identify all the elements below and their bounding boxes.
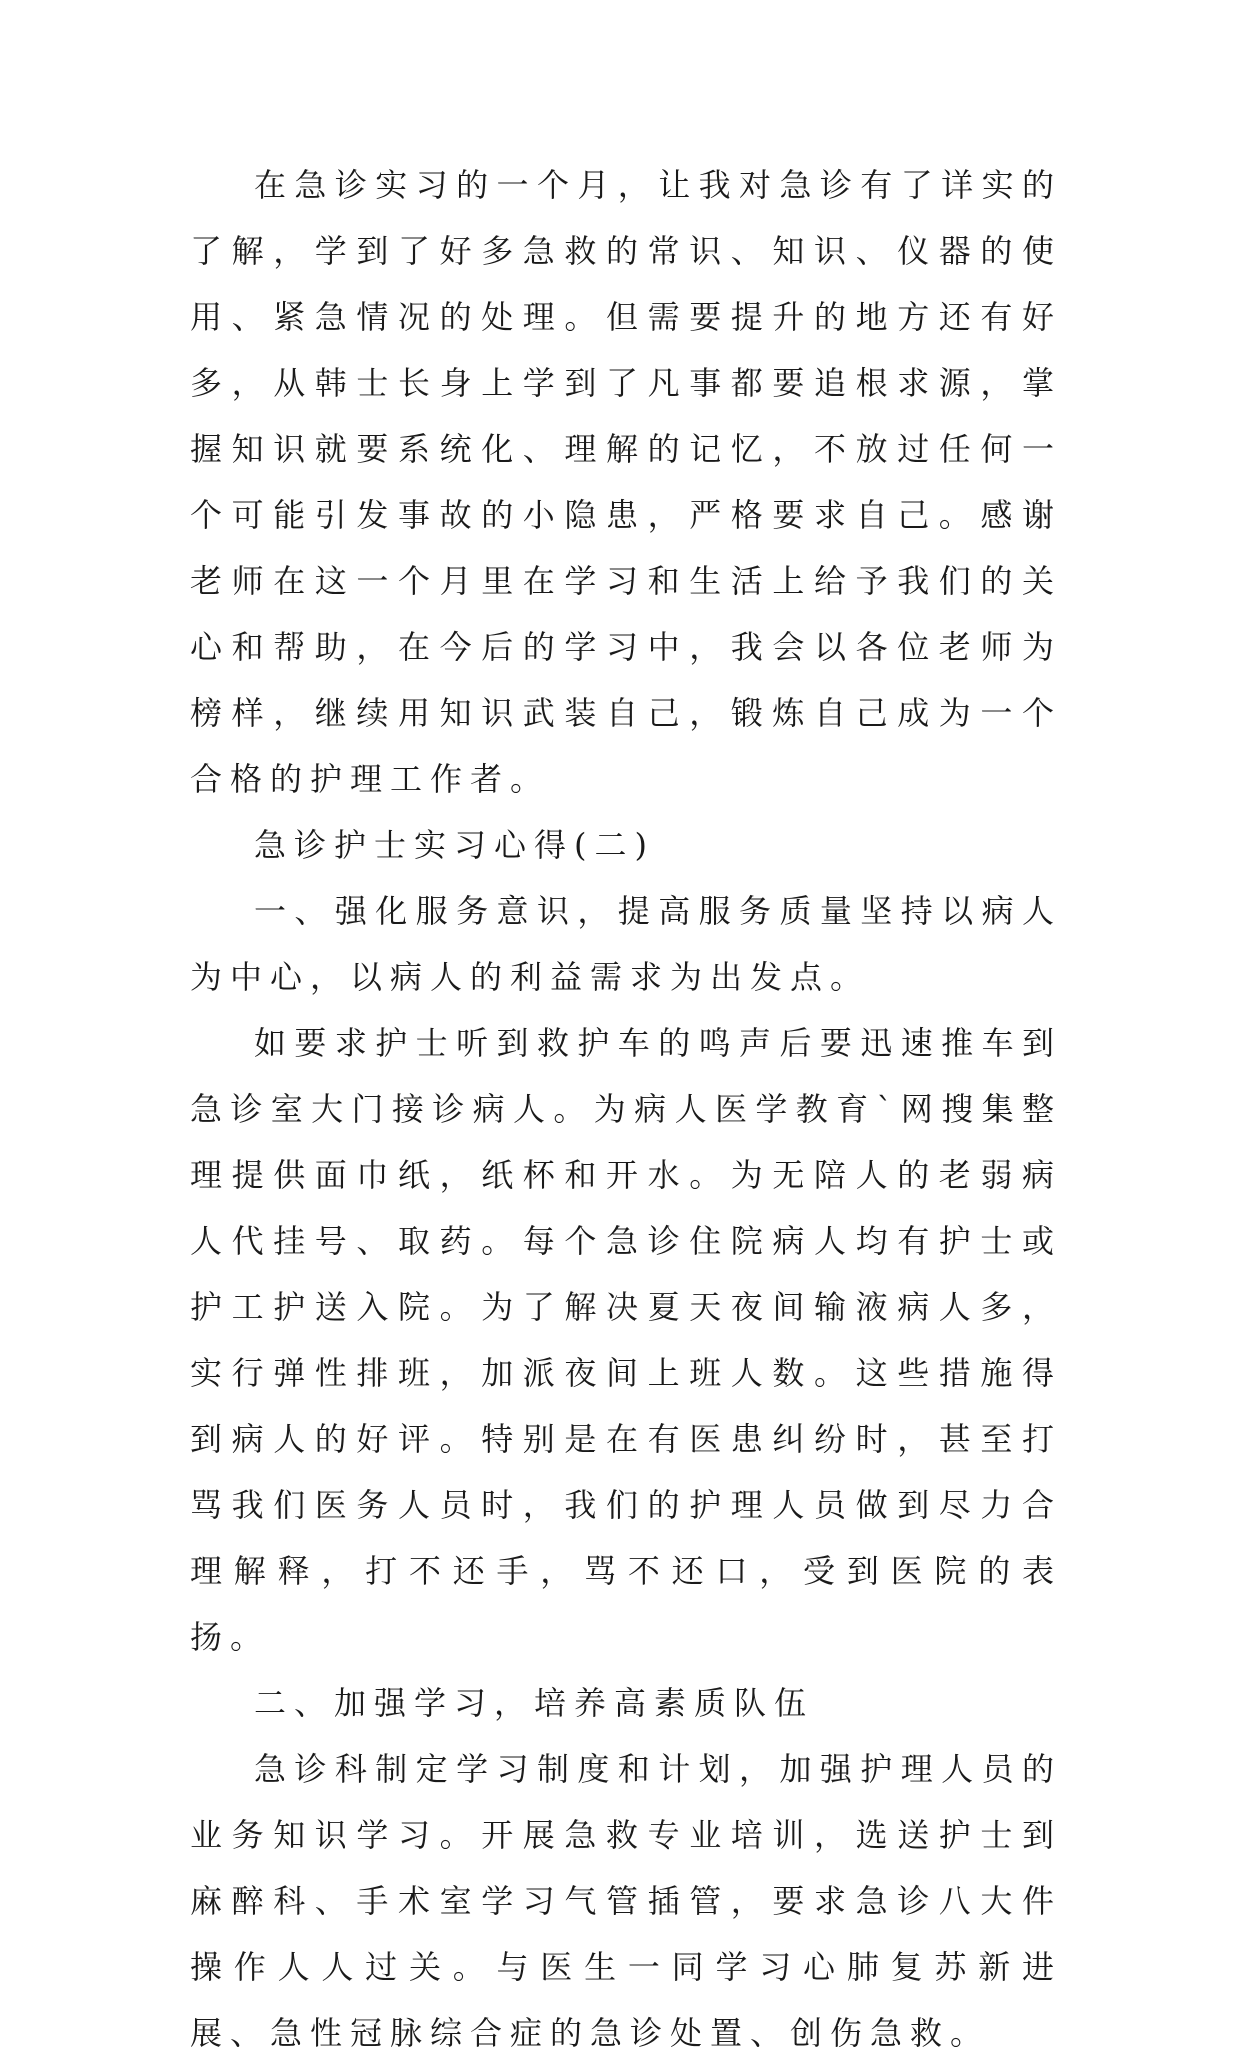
section-title: 急诊护士实习心得(二) (254, 826, 655, 864)
paragraph-learning-plan: 急诊科制定学习制度和计划，加强护理人员的业务知识学习。开展急救专业培训，选送护士到麻醉科、手术室学习气管插管，要求急诊八大件操作人人过关。与医生一同学习心肺复苏新进展、急性冠脉综合症的急诊处置、创伤急救。 (190, 1750, 1062, 2052)
document-body (190, 152, 1062, 2066)
heading-strengthen-learning: 二、加强学习，培养高素质队伍 (254, 1684, 815, 1722)
paragraph-internship-summary: 在急诊实习的一个月，让我对急诊有了详实的了解，学到了好多急救的常识、知识、仪器的使用、紧急情况的处理。但需要提升的地方还有好多，从韩士长身上学到了凡事都要追根求源，掌握知识就要系统化、理解的记忆，不放过任何一个可能引发事故的小隐患，严格要求自己。感谢老师在这一个月里在学习和生活上给予我们的关心和帮助，在今后的学习中，我会以各位老师为榜样，继续用知识武装自己，锻炼自己成为一个合格的护理工作者。 (190, 166, 1062, 798)
paragraph-service-measures: 如要求护士听到救护车的鸣声后要迅速推车到急诊室大门接诊病人。为病人医学教育`网搜集整理提供面巾纸，纸杯和开水。为无陪人的老弱病人代挂号、取药。每个急诊住院病人均有护士或护工护送入院。为了解决夏天夜间输液病人多，实行弹性排班，加派夜间上班人数。这些措施得到病人的好评。特别是在有医患纠纷时，甚至打骂我们医务人员时，我们的护理人员做到尽力合理解释，打不还手，骂不还口，受到医院的表扬。 (190, 1024, 1062, 1656)
heading-service-awareness: 一、强化服务意识，提高服务质量坚持以病人为中心，以病人的利益需求为出发点。 (190, 892, 1062, 996)
